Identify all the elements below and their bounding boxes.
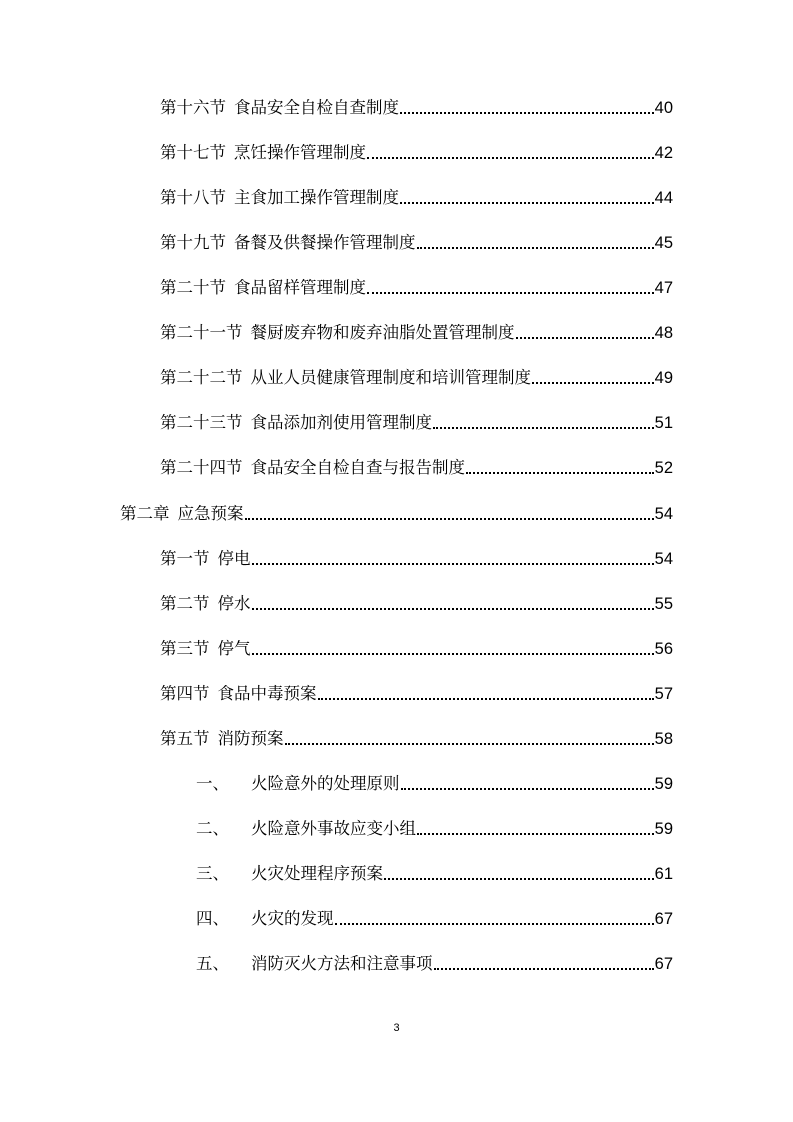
dot-leader <box>434 952 654 976</box>
toc-entry-page: 55 <box>654 595 673 613</box>
toc-entry-page: 44 <box>654 189 673 207</box>
toc-entry-prefix: 五、 <box>196 954 229 973</box>
dot-leader <box>367 276 654 300</box>
toc-entry-title: 食品中毒预案 <box>217 684 317 703</box>
toc-entry-page: 59 <box>654 775 673 793</box>
toc-entry-title: 停气 <box>217 639 251 658</box>
toc-entry-page: 59 <box>654 820 673 838</box>
toc-entry-page: 52 <box>654 459 673 477</box>
toc-entry[interactable] <box>160 592 673 616</box>
toc-entry-page: 58 <box>654 730 673 748</box>
toc-entry-prefix: 第十九节 <box>160 233 226 252</box>
dot-leader <box>318 682 654 706</box>
dot-leader <box>417 231 654 255</box>
toc-entry-prefix: 第三节 <box>160 639 210 658</box>
toc-subentry[interactable] <box>196 907 673 931</box>
toc-entry-page: 45 <box>654 234 673 252</box>
toc-entry-page: 49 <box>654 369 673 387</box>
toc-entry-prefix: 四、 <box>196 909 229 928</box>
toc-entry-page: 42 <box>654 144 673 162</box>
toc-entry[interactable] <box>160 366 673 390</box>
toc-entry-prefix: 第二节 <box>160 594 210 613</box>
toc-subentry[interactable] <box>196 952 673 976</box>
toc-entry-page: 57 <box>654 685 673 703</box>
toc-entry-prefix: 第五节 <box>160 729 210 748</box>
dot-leader <box>252 637 654 661</box>
toc-entry-title: 火灾处理程序预案 <box>251 864 383 883</box>
toc-entry-title: 食品安全自检自查制度 <box>234 98 399 117</box>
toc-entry-prefix: 第二章 <box>120 504 170 523</box>
dot-leader <box>466 456 654 480</box>
dot-leader <box>252 547 654 571</box>
toc-entry-prefix: 三、 <box>196 864 229 883</box>
toc-entry-page: 40 <box>654 99 673 117</box>
dot-leader <box>433 411 654 435</box>
toc-entry[interactable] <box>160 186 673 210</box>
dot-leader <box>252 592 654 616</box>
toc-entry[interactable] <box>160 547 673 571</box>
toc-entry-title: 食品安全自检自查与报告制度 <box>250 458 465 477</box>
dot-leader <box>400 186 654 210</box>
toc-entry-title: 食品添加剂使用管理制度 <box>250 413 432 432</box>
dot-leader <box>285 727 654 751</box>
toc-chapter-entry[interactable] <box>120 502 673 526</box>
dot-leader <box>532 366 654 390</box>
toc-entry-page: 67 <box>654 955 673 973</box>
toc-entry-title: 消防灭火方法和注意事项 <box>251 954 433 973</box>
toc-entry-prefix: 第二十一节 <box>160 323 243 342</box>
toc-entry-page: 54 <box>654 505 673 523</box>
page-number: 3 <box>393 1022 400 1034</box>
toc-entry-page: 54 <box>654 550 673 568</box>
toc-entry-prefix: 第二十二节 <box>160 368 243 387</box>
toc-entry-prefix: 一、 <box>196 774 229 793</box>
toc-entry-title: 火险意外的处理原则 <box>251 774 400 793</box>
toc-entry[interactable] <box>160 682 673 706</box>
toc-entry-prefix: 二、 <box>196 819 229 838</box>
toc-entry-prefix: 第十六节 <box>160 98 226 117</box>
toc-entry-title: 食品留样管理制度 <box>234 278 366 297</box>
toc-entry-prefix: 第二十节 <box>160 278 226 297</box>
toc-entry-title: 消防预案 <box>217 729 284 748</box>
toc-entry-prefix: 第四节 <box>160 684 210 703</box>
toc-entry[interactable] <box>160 456 673 480</box>
toc-entry[interactable] <box>160 411 673 435</box>
toc-entry-prefix: 第十八节 <box>160 188 226 207</box>
toc-entry[interactable] <box>160 96 673 120</box>
toc-entry-page: 56 <box>654 640 673 658</box>
toc-entry-prefix: 第二十四节 <box>160 458 243 477</box>
toc-entry-prefix: 第十七节 <box>160 143 226 162</box>
toc-entry-page: 47 <box>654 279 673 297</box>
toc-entry-title: 餐厨废弃物和废弃油脂处置管理制度 <box>250 323 515 342</box>
toc-entry[interactable] <box>160 321 673 345</box>
toc-entry-title: 备餐及供餐操作管理制度 <box>234 233 416 252</box>
dot-leader <box>384 862 654 886</box>
toc-entry-title: 停电 <box>217 549 251 568</box>
toc-subentry[interactable] <box>196 772 673 796</box>
toc-entry-page: 48 <box>654 324 673 342</box>
toc-entry[interactable] <box>160 727 673 751</box>
toc-entry-title: 火灾的发现 <box>251 909 334 928</box>
toc-entry-prefix: 第二十三节 <box>160 413 243 432</box>
dot-leader <box>367 141 654 165</box>
dot-leader <box>400 96 654 120</box>
dot-leader <box>401 772 654 796</box>
toc-subentry[interactable] <box>196 817 673 841</box>
toc-entry[interactable] <box>160 141 673 165</box>
toc-entry-page: 51 <box>654 414 673 432</box>
toc-entry-page: 67 <box>654 910 673 928</box>
toc-entry-page: 61 <box>654 865 673 883</box>
dot-leader <box>516 321 654 345</box>
dot-leader <box>417 817 654 841</box>
toc-entry-title: 从业人员健康管理制度和培训管理制度 <box>250 368 531 387</box>
toc-entry-title: 应急预案 <box>177 504 244 523</box>
toc-entry[interactable] <box>160 637 673 661</box>
dot-leader <box>335 907 654 931</box>
dot-leader <box>245 502 654 526</box>
toc-entry-title: 火险意外事故应变小组 <box>251 819 416 838</box>
toc-subentry[interactable] <box>196 862 673 886</box>
toc-entry[interactable] <box>160 231 673 255</box>
toc-entry[interactable] <box>160 276 673 300</box>
toc-entry-prefix: 第一节 <box>160 549 210 568</box>
toc-entry-title: 烹饪操作管理制度 <box>234 143 366 162</box>
toc-entry-title: 主食加工操作管理制度 <box>234 188 399 207</box>
toc-entry-title: 停水 <box>217 594 251 613</box>
